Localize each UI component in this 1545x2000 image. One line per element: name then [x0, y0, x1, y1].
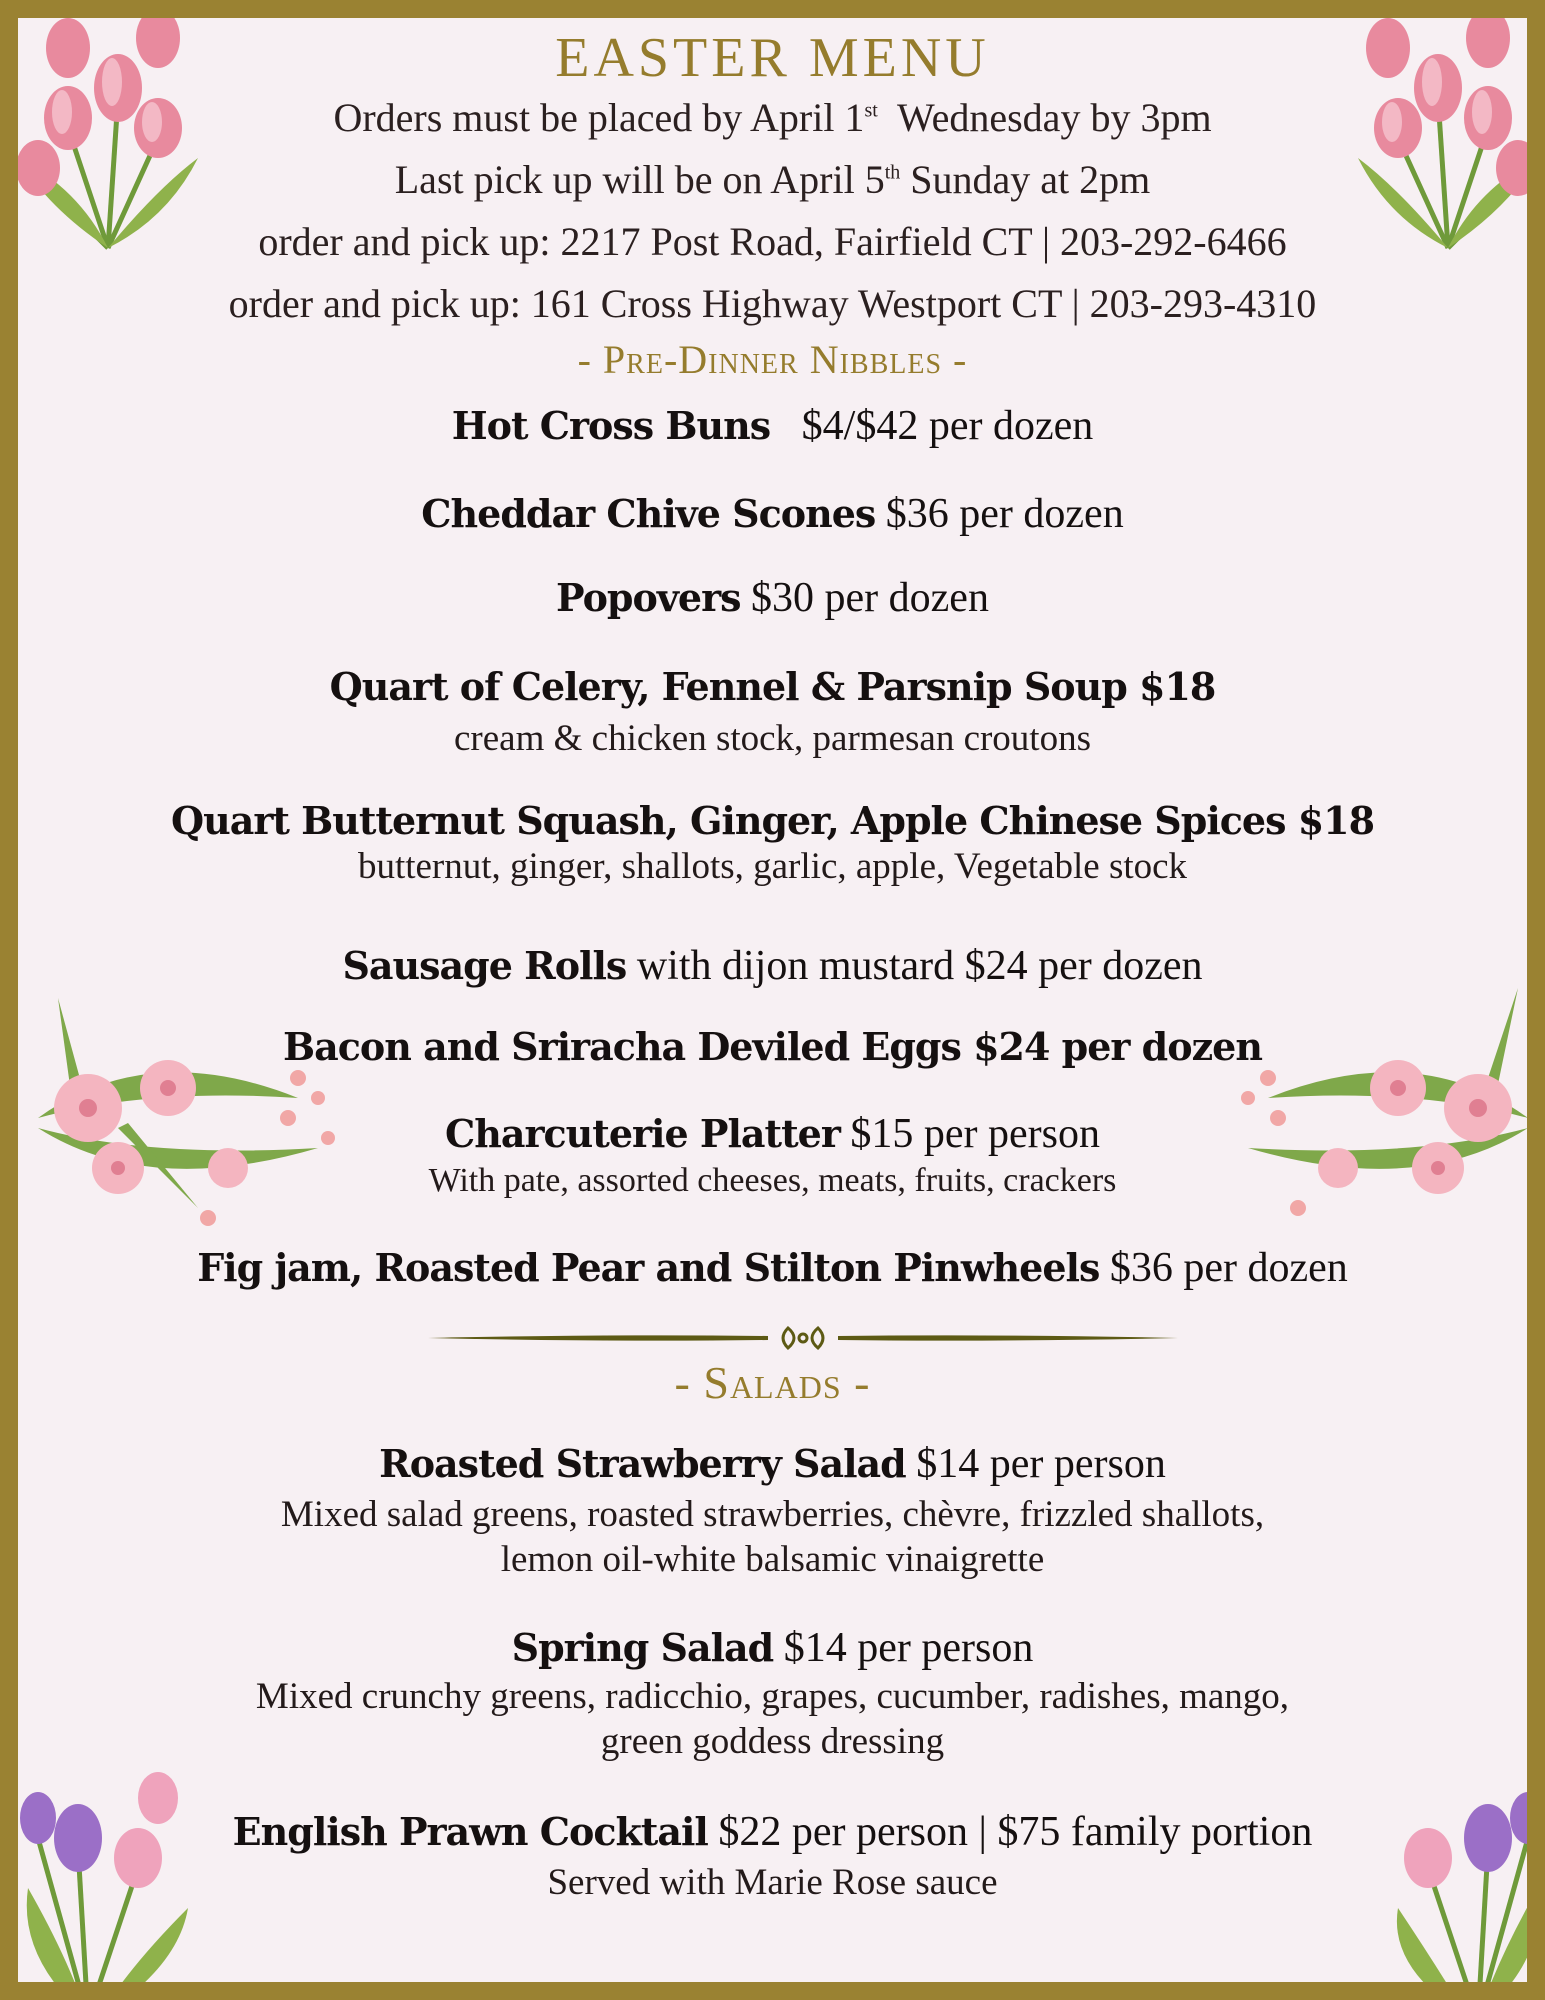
order-deadline: Orders must be placed by April 1st Wednesday by 3pm — [333, 95, 1212, 140]
ornamental-divider — [428, 1320, 1178, 1356]
fairfield-location: order and pick up: 2217 Post Road, Fairfield CT | 203-292-6466 — [258, 219, 1287, 264]
menu-item: Spring Salad $14 per person — [511, 1625, 1034, 1671]
pickup-deadline: Last pick up will be on April 5th Sunday at 2pm — [394, 157, 1151, 202]
menu-item-description: Mixed crunchy greens, radicchio, grapes, cucumber, radishes, mango, — [255, 1676, 1290, 1717]
menu-item-description: butternut, ginger, shallots, garlic, apple, Vegetable stock — [357, 846, 1188, 887]
menu-item: Bacon and Sriracha Deviled Eggs $24 per dozen — [283, 1024, 1262, 1069]
menu-item: Cheddar Chive Scones $36 per dozen — [421, 491, 1124, 537]
menu-item-description: Mixed salad greens, roasted strawberries, chèvre, frizzled shallots, — [280, 1494, 1265, 1535]
menu-item: Popovers $30 per dozen — [556, 575, 989, 621]
menu-item: Quart Butternut Squash, Ginger, Apple Chinese Spices $18 — [170, 798, 1375, 843]
menu-item-description: green goddess dressing — [600, 1721, 945, 1762]
menu-item-description: With pate, assorted cheeses, meats, fruits, crackers — [428, 1162, 1117, 1199]
westport-location: order and pick up: 161 Cross Highway Westport CT | 203-293-4310 — [228, 281, 1317, 326]
menu-item: Quart of Celery, Fennel & Parsnip Soup $18 — [329, 664, 1216, 709]
page-title: EASTER MENU — [555, 27, 990, 89]
menu-item: Sausage Rolls with dijon mustard $24 per dozen — [342, 943, 1203, 989]
menu-item: Roasted Strawberry Salad $14 per person — [379, 1441, 1166, 1487]
section-heading-nibbles: - Pre-Dinner Nibbles - — [577, 337, 968, 382]
menu-item: Charcuterie Platter $15 per person — [445, 1111, 1100, 1157]
section-heading-salads: - Salads - — [674, 1357, 871, 1408]
menu-item: Hot Cross Buns $4/$42 per dozen — [451, 403, 1094, 449]
menu-item: English Prawn Cocktail $22 per person | $75 family portion — [232, 1809, 1313, 1855]
menu-item-description: Served with Marie Rose sauce — [547, 1862, 998, 1903]
menu-item-description: lemon oil-white balsamic vinaigrette — [500, 1539, 1045, 1580]
menu-item: Fig jam, Roasted Pear and Stilton Pinwheels $36 per dozen — [197, 1245, 1348, 1291]
menu-item-description: cream & chicken stock, parmesan croutons — [454, 718, 1091, 759]
